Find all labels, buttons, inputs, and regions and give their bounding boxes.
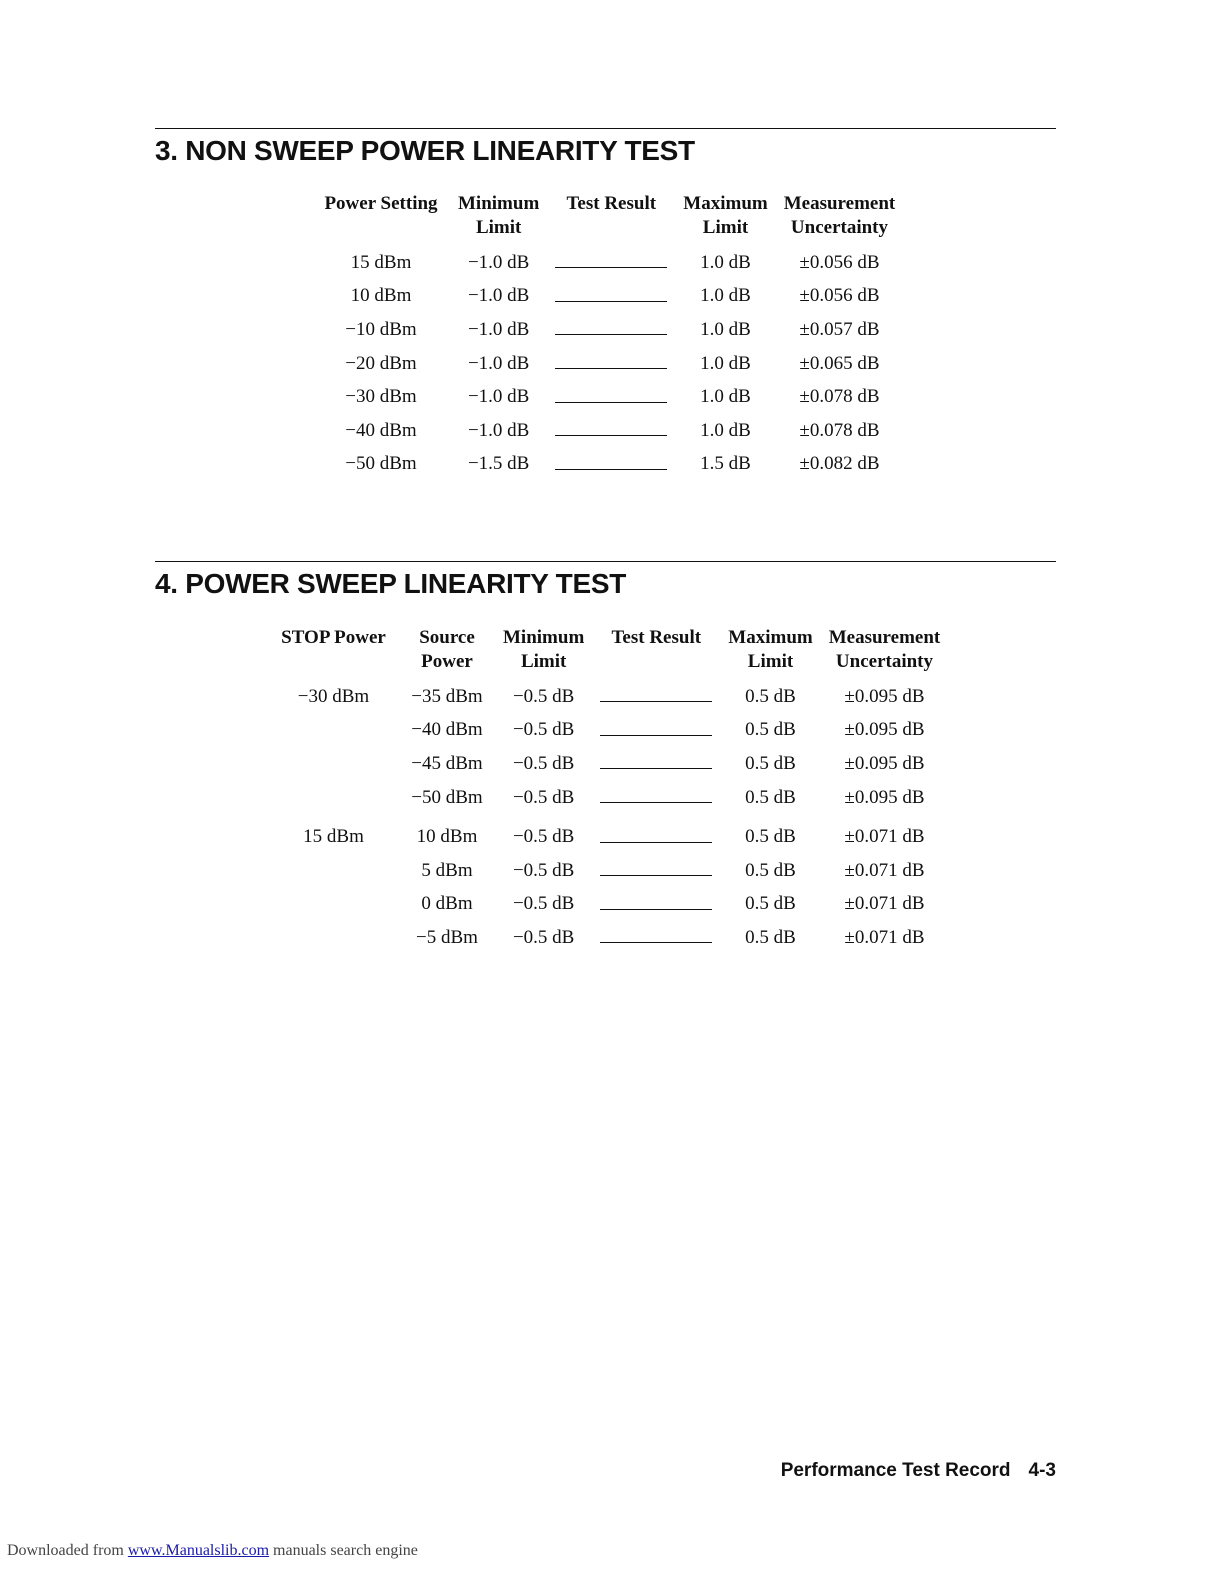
col-test-result: Test Result	[611, 627, 702, 648]
test-result-cell	[592, 747, 720, 781]
uncertainty-cell: ±0.056 dB	[799, 251, 880, 273]
stop-power-cell	[268, 714, 399, 748]
minimum-limit-cell: −0.5 dB	[512, 893, 575, 915]
col-measurement-uncertainty: Measurement Uncertainty	[828, 627, 941, 672]
source-power-cell: 5 dBm	[421, 859, 473, 881]
maximum-limit-cell: 1.0 dB	[700, 318, 751, 340]
table-row	[312, 313, 903, 347]
uncertainty-cell: ±0.082 dB	[799, 453, 880, 475]
table-row	[312, 414, 903, 448]
uncertainty-cell: ±0.065 dB	[799, 352, 880, 374]
table-row	[312, 448, 903, 482]
maximum-limit-cell: 0.5 dB	[745, 719, 796, 741]
maximum-limit-cell: 0.5 dB	[745, 786, 796, 808]
test-result-blank[interactable]	[555, 453, 667, 470]
manualslib-link[interactable]: www.Manualslib.com	[127, 1542, 270, 1559]
stop-power-cell	[268, 921, 399, 955]
download-suffix: manuals search engine	[273, 1542, 418, 1559]
test-result-blank[interactable]	[555, 419, 667, 436]
test-result-cell	[592, 921, 720, 955]
non-sweep-linearity-table	[312, 192, 903, 481]
maximum-limit-cell: 0.5 dB	[745, 926, 796, 948]
minimum-limit-cell: −1.0 dB	[467, 285, 530, 307]
table-row	[268, 714, 948, 748]
uncertainty-cell: ±0.078 dB	[799, 419, 880, 441]
test-result-cell	[547, 280, 675, 314]
stop-power-cell	[268, 781, 399, 815]
minimum-limit-cell: −1.0 dB	[467, 251, 530, 273]
test-result-cell	[547, 246, 675, 280]
uncertainty-cell: ±0.071 dB	[844, 926, 925, 948]
source-power-cell: −50 dBm	[411, 786, 483, 808]
test-result-blank[interactable]	[600, 826, 712, 843]
test-result-blank[interactable]	[555, 285, 667, 302]
uncertainty-cell: ±0.071 dB	[844, 826, 925, 848]
source-power-cell: 10 dBm	[416, 826, 478, 848]
table-row	[268, 888, 948, 922]
maximum-limit-cell: 1.0 dB	[700, 285, 751, 307]
minimum-limit-cell: −1.0 dB	[467, 318, 530, 340]
maximum-limit-cell: 1.5 dB	[700, 453, 751, 475]
power-setting-cell: 10 dBm	[350, 285, 412, 307]
power-setting-cell: −50 dBm	[345, 453, 417, 475]
section-3-heading: 3. NON SWEEP POWER LINEARITY TEST	[155, 135, 695, 166]
col-minimum-limit: Minimum Limit	[503, 627, 585, 672]
col-maximum-limit: Maximum Limit	[683, 193, 768, 238]
footer-title: Performance Test Record	[780, 1460, 1011, 1481]
col-stop-power: STOP Power	[281, 627, 386, 648]
section-4-heading: 4. POWER SWEEP LINEARITY TEST	[155, 568, 627, 599]
power-setting-cell: −30 dBm	[345, 386, 417, 408]
power-setting-cell: −10 dBm	[345, 318, 417, 340]
table-row	[268, 747, 948, 781]
table-header-row	[312, 192, 903, 246]
page-number: 4-3	[1028, 1460, 1056, 1481]
maximum-limit-cell: 0.5 dB	[745, 685, 796, 707]
stop-power-cell	[268, 888, 399, 922]
minimum-limit-cell: −0.5 dB	[512, 786, 575, 808]
table-header-row	[268, 626, 948, 680]
maximum-limit-cell: 0.5 dB	[745, 826, 796, 848]
test-result-blank[interactable]	[555, 386, 667, 403]
test-result-blank[interactable]	[600, 786, 712, 803]
power-setting-cell: −40 dBm	[345, 419, 417, 441]
minimum-limit-cell: −0.5 dB	[512, 685, 575, 707]
uncertainty-cell: ±0.057 dB	[799, 318, 880, 340]
table-row	[268, 854, 948, 888]
uncertainty-cell: ±0.095 dB	[844, 719, 925, 741]
stop-power-cell	[268, 747, 399, 781]
col-power-setting: Power Setting	[324, 193, 438, 214]
test-result-cell	[547, 347, 675, 381]
table-row	[312, 380, 903, 414]
uncertainty-cell: ±0.095 dB	[844, 752, 925, 774]
test-result-cell	[592, 888, 720, 922]
table-row	[312, 280, 903, 314]
uncertainty-cell: ±0.078 dB	[799, 386, 880, 408]
test-result-blank[interactable]	[600, 926, 712, 943]
source-power-cell: 0 dBm	[421, 893, 473, 915]
download-prefix: Downloaded from	[7, 1542, 124, 1559]
stop-power-cell: −30 dBm	[297, 685, 370, 707]
table-row	[268, 921, 948, 955]
stop-power-cell: 15 dBm	[303, 826, 364, 848]
minimum-limit-cell: −0.5 dB	[512, 826, 575, 848]
test-result-cell	[547, 313, 675, 347]
page-footer	[781, 1460, 1056, 1482]
table-row	[268, 680, 948, 714]
test-result-cell	[592, 854, 720, 888]
test-result-cell	[547, 380, 675, 414]
test-result-blank[interactable]	[600, 685, 712, 702]
table-row	[268, 814, 948, 854]
download-note	[7, 1542, 418, 1560]
test-result-cell	[592, 781, 720, 815]
test-result-blank[interactable]	[600, 893, 712, 910]
power-sweep-linearity-table	[268, 626, 948, 955]
test-result-blank[interactable]	[555, 318, 667, 335]
test-result-cell	[547, 448, 675, 482]
minimum-limit-cell: −1.5 dB	[467, 453, 530, 475]
minimum-limit-cell: −0.5 dB	[512, 926, 575, 948]
test-result-cell	[592, 814, 720, 854]
minimum-limit-cell: −1.0 dB	[467, 386, 530, 408]
source-power-cell: −40 dBm	[411, 719, 483, 741]
test-result-blank[interactable]	[555, 251, 667, 268]
power-setting-cell: −20 dBm	[345, 352, 417, 374]
minimum-limit-cell: −0.5 dB	[512, 859, 575, 881]
source-power-cell: −45 dBm	[411, 752, 483, 774]
uncertainty-cell: ±0.056 dB	[799, 285, 880, 307]
col-source-power: Source Power	[419, 627, 475, 672]
maximum-limit-cell: 1.0 dB	[700, 251, 751, 273]
source-power-cell: −5 dBm	[416, 926, 478, 948]
uncertainty-cell: ±0.095 dB	[844, 685, 925, 707]
power-setting-cell: 15 dBm	[350, 251, 412, 273]
maximum-limit-cell: 1.0 dB	[700, 419, 751, 441]
maximum-limit-cell: 1.0 dB	[700, 352, 751, 374]
col-test-result: Test Result	[566, 193, 657, 214]
test-result-blank[interactable]	[600, 752, 712, 769]
minimum-limit-cell: −1.0 dB	[467, 352, 530, 374]
test-result-blank[interactable]	[600, 859, 712, 876]
col-minimum-limit: Minimum Limit	[458, 193, 540, 238]
col-measurement-uncertainty: Measurement Uncertainty	[783, 193, 896, 238]
test-result-cell	[547, 414, 675, 448]
col-maximum-limit: Maximum Limit	[728, 627, 813, 672]
table-row	[312, 246, 903, 280]
section-3-rule	[155, 128, 1056, 129]
test-result-cell	[592, 680, 720, 714]
uncertainty-cell: ±0.071 dB	[844, 859, 925, 881]
uncertainty-cell: ±0.095 dB	[844, 786, 925, 808]
minimum-limit-cell: −0.5 dB	[512, 752, 575, 774]
test-result-cell	[592, 714, 720, 748]
section-4-rule	[155, 561, 1056, 562]
test-result-blank[interactable]	[555, 352, 667, 369]
maximum-limit-cell: 0.5 dB	[745, 859, 796, 881]
maximum-limit-cell: 1.0 dB	[700, 386, 751, 408]
minimum-limit-cell: −1.0 dB	[467, 419, 530, 441]
minimum-limit-cell: −0.5 dB	[512, 719, 575, 741]
stop-power-cell	[268, 854, 399, 888]
table-row	[268, 781, 948, 815]
test-result-blank[interactable]	[600, 719, 712, 736]
maximum-limit-cell: 0.5 dB	[745, 752, 796, 774]
maximum-limit-cell: 0.5 dB	[745, 893, 796, 915]
uncertainty-cell: ±0.071 dB	[844, 893, 925, 915]
source-power-cell: −35 dBm	[411, 685, 483, 707]
table-row	[312, 347, 903, 381]
